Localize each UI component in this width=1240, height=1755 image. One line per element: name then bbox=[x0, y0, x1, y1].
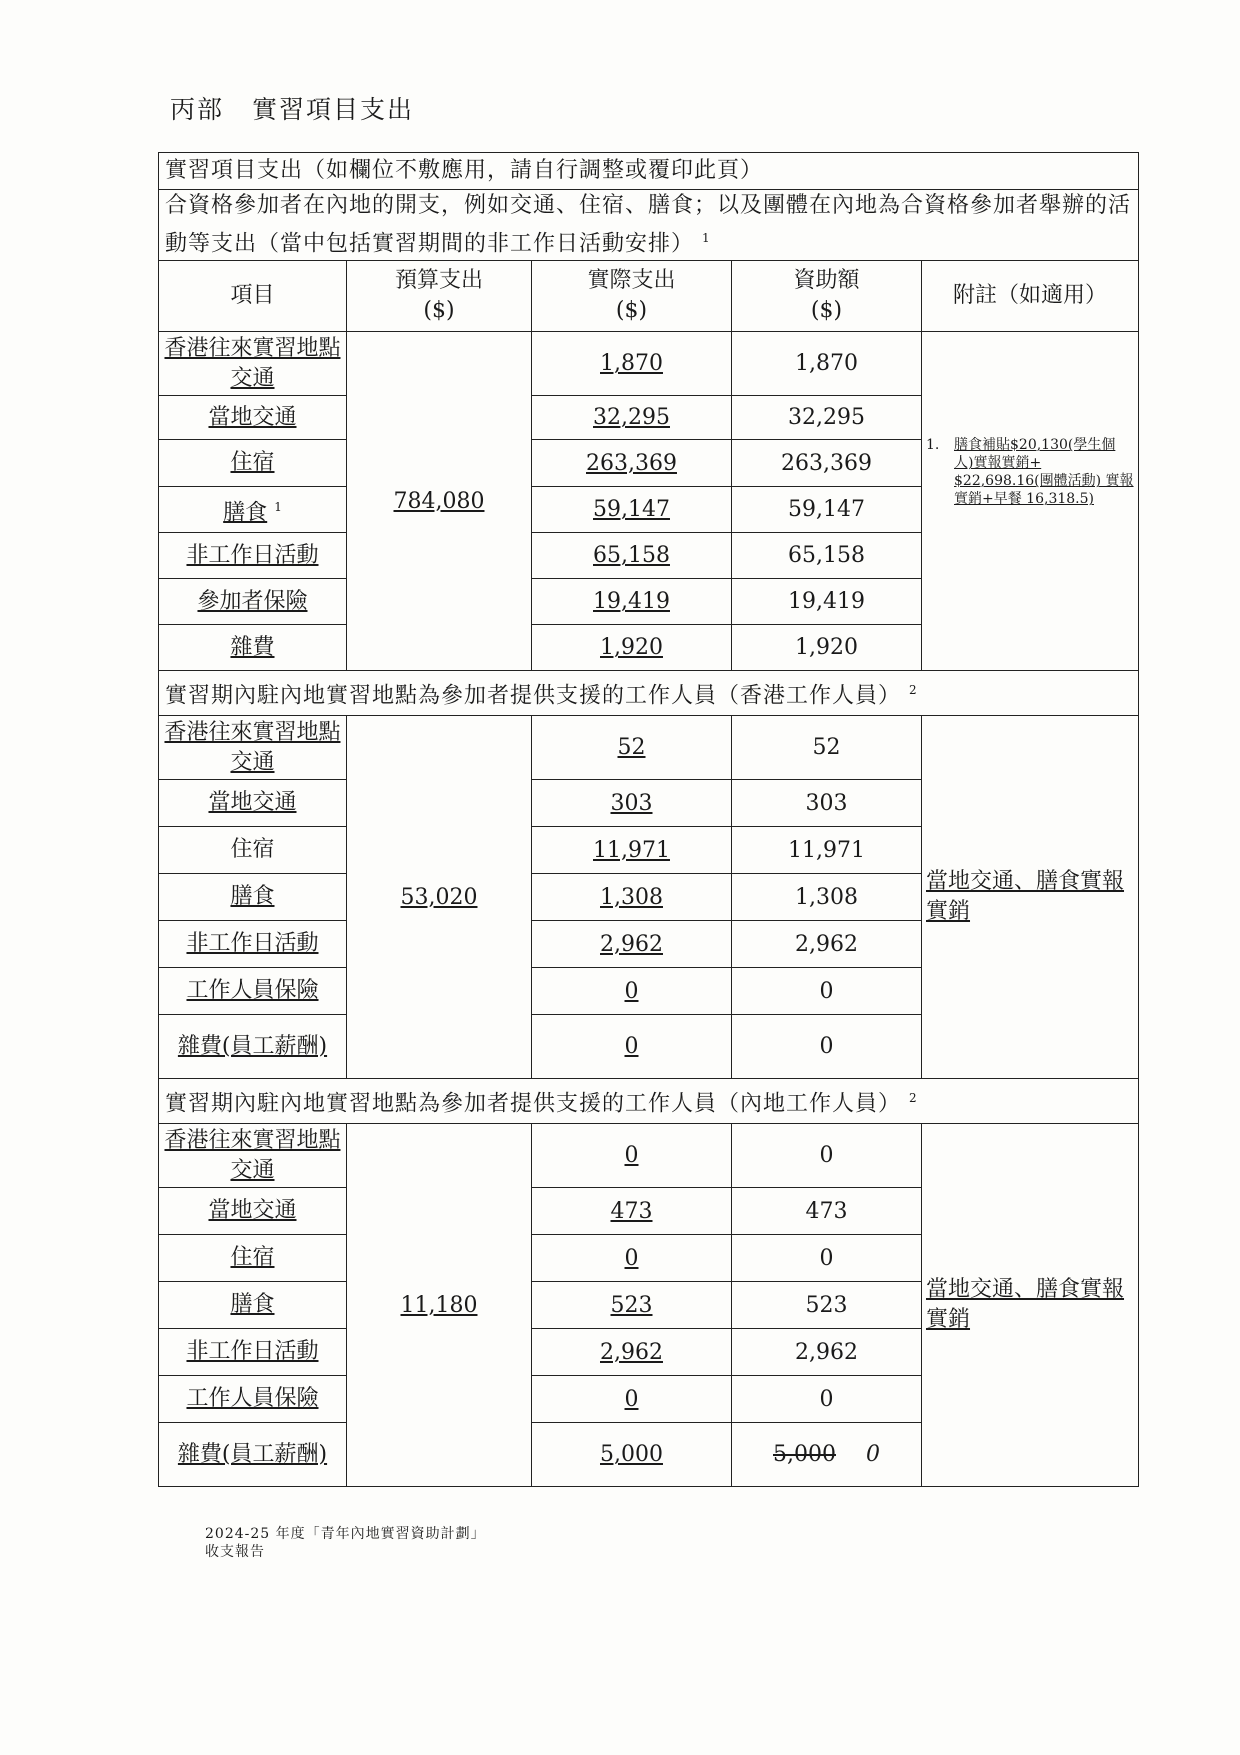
item-cell bbox=[159, 780, 347, 827]
item-cell bbox=[159, 1376, 347, 1423]
header-subsidy-label: 資助額 bbox=[793, 268, 860, 294]
item-label: 住宿 bbox=[230, 450, 275, 476]
actual-value: 2,962 bbox=[600, 931, 663, 957]
section3-footnote: 2 bbox=[909, 1091, 918, 1106]
actual-value: 1,920 bbox=[600, 635, 663, 661]
item-cell bbox=[159, 1235, 347, 1282]
item-label: 非工作日活動 bbox=[186, 542, 319, 568]
footer-line2: 收支報告 bbox=[205, 1544, 265, 1560]
actual-cell bbox=[532, 332, 732, 396]
budget-value: 53,020 bbox=[400, 884, 478, 910]
actual-cell bbox=[532, 533, 732, 579]
remarks-cell bbox=[922, 1124, 1139, 1487]
item-cell bbox=[159, 1423, 347, 1487]
subsidy-value: 523 bbox=[732, 1282, 922, 1329]
actual-value: 473 bbox=[610, 1198, 653, 1224]
subsidy-value: 0 bbox=[732, 1124, 922, 1188]
section1-desc-text: 合資格參加者在內地的開支，例如交通、住宿、膳食；以及團體在內地為合資格參加者舉辦的活動等支出（當中包括實習期間的非工作日活動安排） bbox=[165, 193, 1132, 257]
actual-value: 523 bbox=[610, 1292, 653, 1318]
item-cell bbox=[159, 716, 347, 780]
item-cell bbox=[159, 827, 347, 874]
actual-cell bbox=[532, 1015, 732, 1079]
item-label: 當地交通 bbox=[208, 404, 297, 430]
column-header-row bbox=[159, 261, 1139, 332]
heading-title: 實習項目支出 bbox=[252, 95, 415, 124]
item-cell bbox=[159, 487, 347, 533]
item-label: 雜費(員工薪酬) bbox=[177, 1033, 328, 1059]
section1-description bbox=[159, 190, 1139, 261]
subsidy-value: 19,419 bbox=[732, 579, 922, 625]
item-label: 非工作日活動 bbox=[186, 1339, 319, 1365]
actual-cell bbox=[532, 874, 732, 921]
item-cell bbox=[159, 1282, 347, 1329]
subsidy-value: 59,147 bbox=[732, 487, 922, 533]
table-title: 實習項目支出（如欄位不敷應用，請自行調整或覆印此頁） bbox=[159, 153, 1139, 190]
subsidy-value: 32,295 bbox=[732, 396, 922, 440]
actual-cell bbox=[532, 579, 732, 625]
actual-value: 263,369 bbox=[586, 450, 677, 476]
item-label: 膳食 bbox=[223, 499, 268, 525]
table-row bbox=[159, 332, 1139, 396]
actual-value: 52 bbox=[617, 735, 646, 761]
remarks-cell bbox=[922, 716, 1139, 1079]
actual-cell bbox=[532, 396, 732, 440]
subsidy-value: 1,920 bbox=[732, 625, 922, 671]
section2-footnote: 2 bbox=[909, 683, 918, 698]
item-cell bbox=[159, 1329, 347, 1376]
subsidy-value: 0 bbox=[732, 1235, 922, 1282]
subsidy-value: 65,158 bbox=[732, 533, 922, 579]
item-label: 工作人員保險 bbox=[186, 1386, 319, 1412]
actual-cell bbox=[532, 716, 732, 780]
actual-value: 0 bbox=[624, 1143, 639, 1169]
header-subsidy bbox=[732, 261, 922, 332]
section3-title-text: 實習期內駐內地實習地點為參加者提供支援的工作人員（內地工作人員） bbox=[165, 1091, 902, 1117]
actual-cell bbox=[532, 1188, 732, 1235]
actual-cell bbox=[532, 1124, 732, 1188]
item-label: 膳食 bbox=[230, 884, 275, 910]
item-cell bbox=[159, 874, 347, 921]
item-label: 香港往來實習地點交通 bbox=[164, 719, 341, 775]
actual-value: 65,158 bbox=[593, 543, 670, 569]
actual-cell bbox=[532, 1423, 732, 1487]
actual-cell bbox=[532, 780, 732, 827]
note-number: 1. bbox=[926, 437, 940, 454]
item-footnote: 1 bbox=[274, 499, 282, 514]
header-actual-unit: ($) bbox=[615, 298, 648, 324]
section2-title-text: 實習期內駐內地實習地點為參加者提供支援的工作人員（香港工作人員） bbox=[165, 683, 902, 709]
item-cell bbox=[159, 968, 347, 1015]
item-cell bbox=[159, 579, 347, 625]
subsidy-value: 2,962 bbox=[732, 921, 922, 968]
item-label: 參加者保險 bbox=[197, 588, 308, 614]
item-label: 雜費(員工薪酬) bbox=[177, 1441, 328, 1467]
subsidy-cell bbox=[732, 1423, 922, 1487]
budget-value: 11,180 bbox=[400, 1292, 478, 1318]
header-budget bbox=[347, 261, 532, 332]
item-cell bbox=[159, 533, 347, 579]
item-cell bbox=[159, 1015, 347, 1079]
remarks-cell bbox=[922, 332, 1139, 671]
note-text: 膳食補貼$20,130(學生個人)實報實銷+ $22,698.16(團體活動) 實報實銷+早餐 16,318.5) bbox=[954, 437, 1134, 508]
table-row bbox=[159, 716, 1139, 780]
item-label: 非工作日活動 bbox=[186, 931, 319, 957]
actual-value: 0 bbox=[624, 1386, 639, 1412]
subsidy-value: 1,870 bbox=[732, 332, 922, 396]
note-text: 當地交通、膳食實報實銷 bbox=[926, 869, 1125, 925]
actual-cell bbox=[532, 968, 732, 1015]
footer-line1: 2024-25 年度「青年內地實習資助計劃」 bbox=[205, 1526, 486, 1542]
subsidy-value: 263,369 bbox=[732, 440, 922, 487]
section2-title bbox=[159, 671, 1139, 716]
budget-cell bbox=[347, 716, 532, 1079]
item-cell bbox=[159, 625, 347, 671]
item-label: 當地交通 bbox=[208, 790, 297, 816]
subsidy-value: 0 bbox=[732, 1015, 922, 1079]
note-text: 當地交通、膳食實報實銷 bbox=[926, 1277, 1125, 1333]
heading-part: 丙部 bbox=[170, 95, 225, 124]
actual-value: 32,295 bbox=[593, 405, 670, 431]
header-budget-label: 預算支出 bbox=[394, 268, 483, 294]
subsidy-value: 1,308 bbox=[732, 874, 922, 921]
subsidy-value: 2,962 bbox=[732, 1329, 922, 1376]
header-budget-unit: ($) bbox=[423, 298, 455, 324]
actual-value: 11,971 bbox=[593, 837, 670, 863]
subsidy-value: 303 bbox=[732, 780, 922, 827]
item-cell bbox=[159, 921, 347, 968]
header-subsidy-unit: ($) bbox=[810, 298, 843, 324]
item-label: 香港往來實習地點交通 bbox=[164, 335, 341, 391]
actual-value: 0 bbox=[624, 1034, 639, 1060]
actual-value: 59,147 bbox=[593, 497, 670, 523]
item-cell bbox=[159, 1188, 347, 1235]
budget-cell bbox=[347, 1124, 532, 1487]
item-label: 住宿 bbox=[230, 837, 275, 863]
item-cell bbox=[159, 440, 347, 487]
actual-value: 19,419 bbox=[593, 589, 670, 615]
actual-value: 2,962 bbox=[600, 1339, 663, 1365]
item-cell bbox=[159, 332, 347, 396]
actual-cell bbox=[532, 487, 732, 533]
header-actual bbox=[532, 261, 732, 332]
actual-cell bbox=[532, 1235, 732, 1282]
actual-value: 0 bbox=[624, 978, 639, 1004]
actual-cell bbox=[532, 625, 732, 671]
header-remarks: 附註（如適用） bbox=[922, 261, 1139, 332]
item-label: 香港往來實習地點交通 bbox=[164, 1127, 341, 1183]
item-label: 當地交通 bbox=[208, 1198, 297, 1224]
subsidy-value: 473 bbox=[732, 1188, 922, 1235]
actual-value: 303 bbox=[610, 790, 653, 816]
expenditure-table bbox=[158, 152, 1139, 1487]
subsidy-value: 0 bbox=[732, 1376, 922, 1423]
subsidy-value: 11,971 bbox=[732, 827, 922, 874]
subsidy-value: 52 bbox=[732, 716, 922, 780]
subsidy-struck-value: 5,000 bbox=[773, 1442, 836, 1468]
page-footer bbox=[205, 1525, 486, 1561]
item-cell bbox=[159, 396, 347, 440]
actual-value: 0 bbox=[624, 1245, 639, 1271]
section1-footnote: 1 bbox=[702, 231, 711, 245]
header-item: 項目 bbox=[159, 261, 347, 332]
actual-cell bbox=[532, 440, 732, 487]
header-actual-label: 實際支出 bbox=[587, 268, 676, 294]
actual-cell bbox=[532, 1329, 732, 1376]
actual-cell bbox=[532, 1376, 732, 1423]
page-heading bbox=[170, 90, 414, 126]
item-label: 雜費 bbox=[230, 634, 275, 660]
item-label: 住宿 bbox=[230, 1245, 275, 1271]
budget-cell bbox=[347, 332, 532, 671]
subsidy-value: 0 bbox=[732, 968, 922, 1015]
actual-value: 1,870 bbox=[600, 351, 663, 377]
item-label: 工作人員保險 bbox=[186, 978, 319, 1004]
actual-cell bbox=[532, 827, 732, 874]
actual-cell bbox=[532, 921, 732, 968]
actual-value: 5,000 bbox=[600, 1442, 663, 1468]
actual-value: 1,308 bbox=[600, 884, 663, 910]
subsidy-handwritten-value: 0 bbox=[865, 1442, 880, 1468]
budget-value: 784,080 bbox=[393, 488, 485, 514]
section3-title bbox=[159, 1079, 1139, 1124]
table-row bbox=[159, 1124, 1139, 1188]
item-label: 膳食 bbox=[230, 1292, 275, 1318]
item-cell bbox=[159, 1124, 347, 1188]
actual-cell bbox=[532, 1282, 732, 1329]
